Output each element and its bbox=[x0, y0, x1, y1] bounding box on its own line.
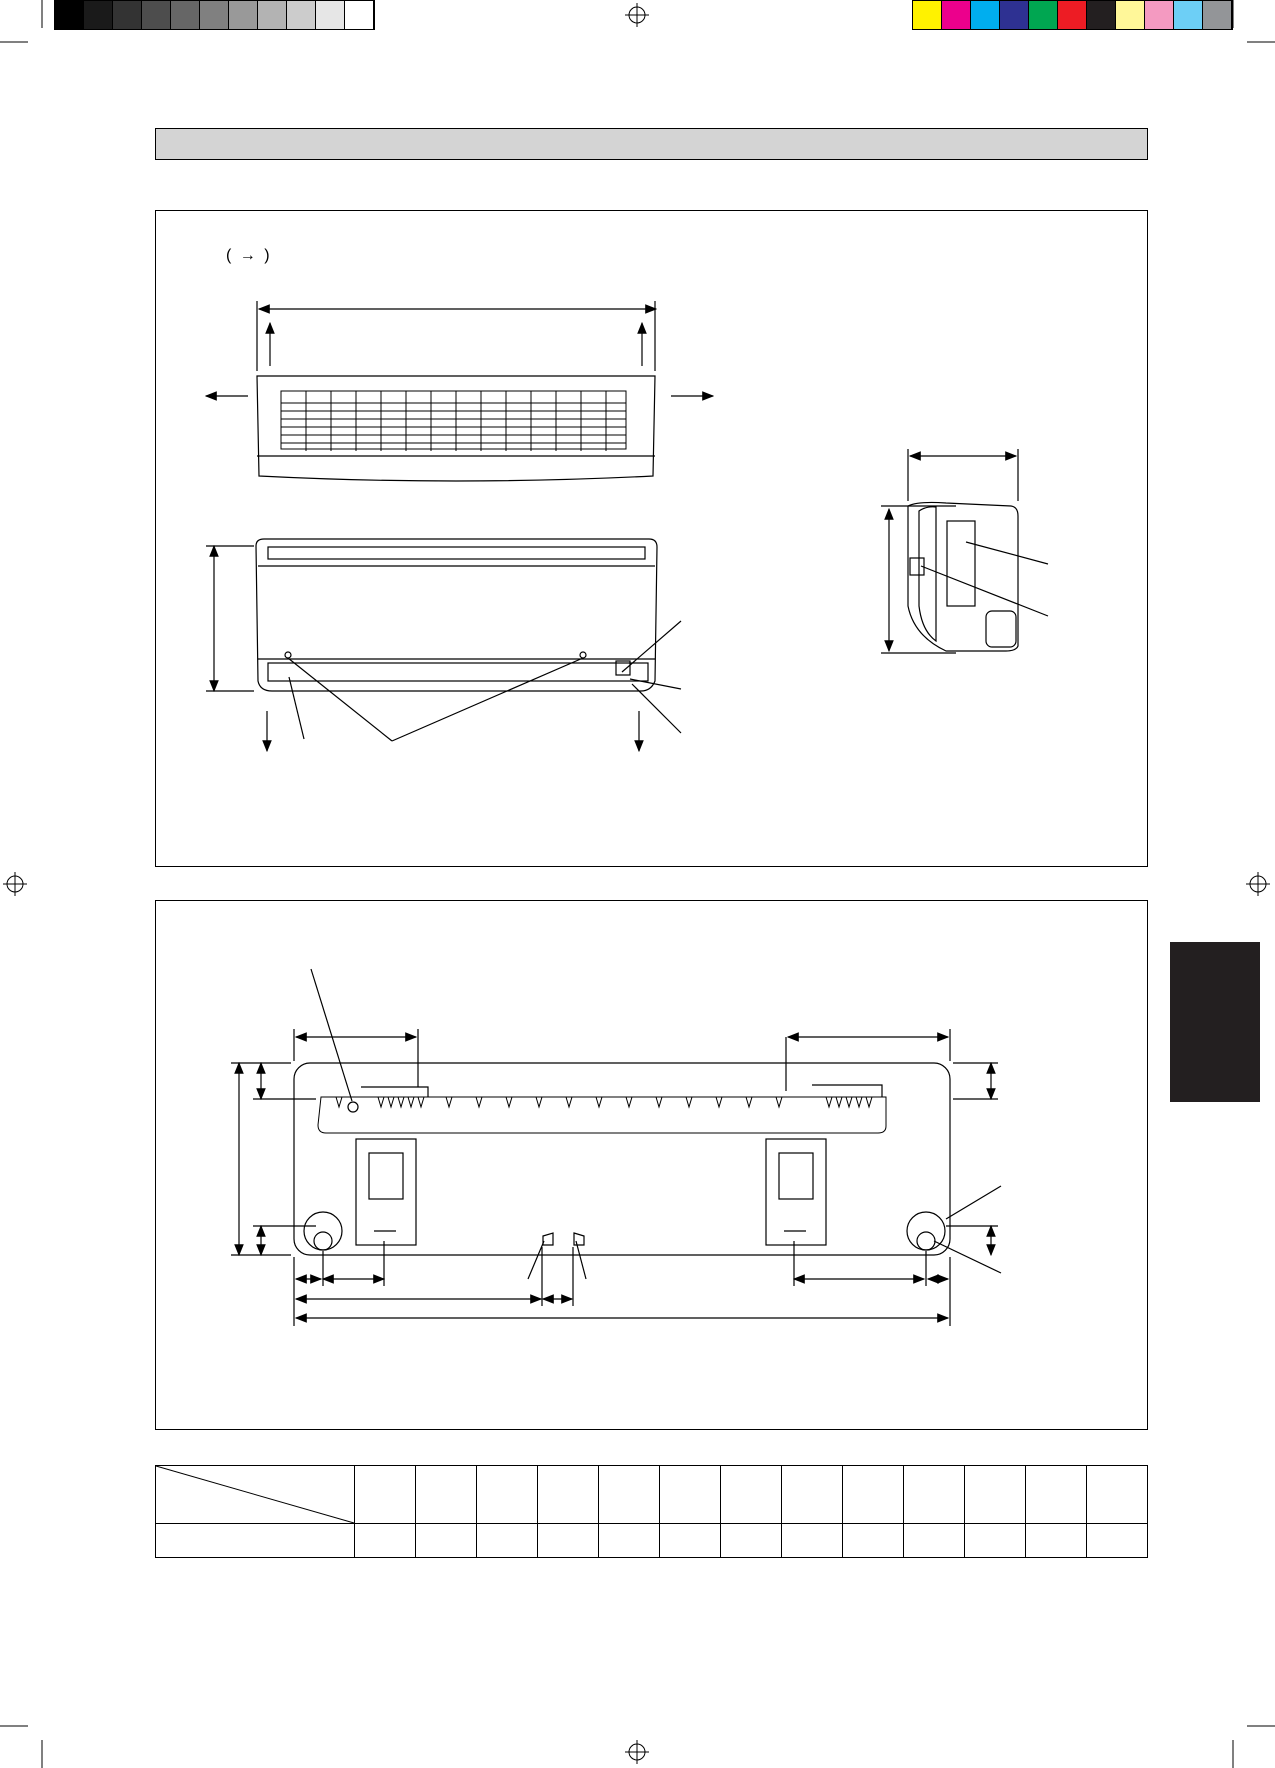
table-cell bbox=[782, 1466, 843, 1524]
table-cell bbox=[477, 1466, 538, 1524]
table-cell bbox=[156, 1524, 355, 1558]
registration-mark-right bbox=[1246, 872, 1270, 896]
table-cell bbox=[721, 1466, 782, 1524]
table-cell bbox=[660, 1466, 721, 1524]
table-row bbox=[156, 1524, 1148, 1558]
top-grille bbox=[281, 391, 626, 451]
installation-plate-drawing bbox=[156, 901, 1149, 1431]
table-cell bbox=[660, 1524, 721, 1558]
table-cell bbox=[965, 1524, 1026, 1558]
registration-mark-bottom bbox=[625, 1740, 649, 1764]
table-cell bbox=[843, 1524, 904, 1558]
table-cell bbox=[1026, 1524, 1087, 1558]
spec-table bbox=[155, 1465, 1148, 1558]
table-cell bbox=[843, 1466, 904, 1524]
registration-mark-top bbox=[625, 3, 649, 27]
table-cell bbox=[538, 1466, 599, 1524]
table-cell bbox=[355, 1524, 416, 1558]
table-cell bbox=[477, 1524, 538, 1558]
language-side-tab bbox=[1170, 942, 1260, 1102]
registration-mark-left bbox=[3, 872, 27, 896]
table-cell bbox=[1087, 1524, 1148, 1558]
table-row bbox=[156, 1466, 1148, 1524]
indoor-unit-drawing bbox=[156, 211, 1149, 868]
table-cell bbox=[416, 1524, 477, 1558]
table-cell bbox=[965, 1466, 1026, 1524]
legend-text: ( → ) bbox=[226, 247, 272, 264]
table-cell bbox=[1026, 1466, 1087, 1524]
table-cell bbox=[599, 1466, 660, 1524]
installation-plate-figure bbox=[155, 900, 1148, 1430]
table-cell bbox=[904, 1524, 965, 1558]
table-cell bbox=[416, 1466, 477, 1524]
table-cell bbox=[1087, 1466, 1148, 1524]
table-cell bbox=[538, 1524, 599, 1558]
table-cell bbox=[599, 1524, 660, 1558]
section-title-bar bbox=[155, 128, 1148, 160]
table-cell bbox=[721, 1524, 782, 1558]
table-cell bbox=[782, 1524, 843, 1558]
table-cell bbox=[355, 1466, 416, 1524]
diagonal-line bbox=[156, 1466, 354, 1523]
indoor-unit-dimension-figure bbox=[155, 210, 1148, 867]
table-corner-cell bbox=[156, 1466, 355, 1524]
table-cell bbox=[904, 1466, 965, 1524]
